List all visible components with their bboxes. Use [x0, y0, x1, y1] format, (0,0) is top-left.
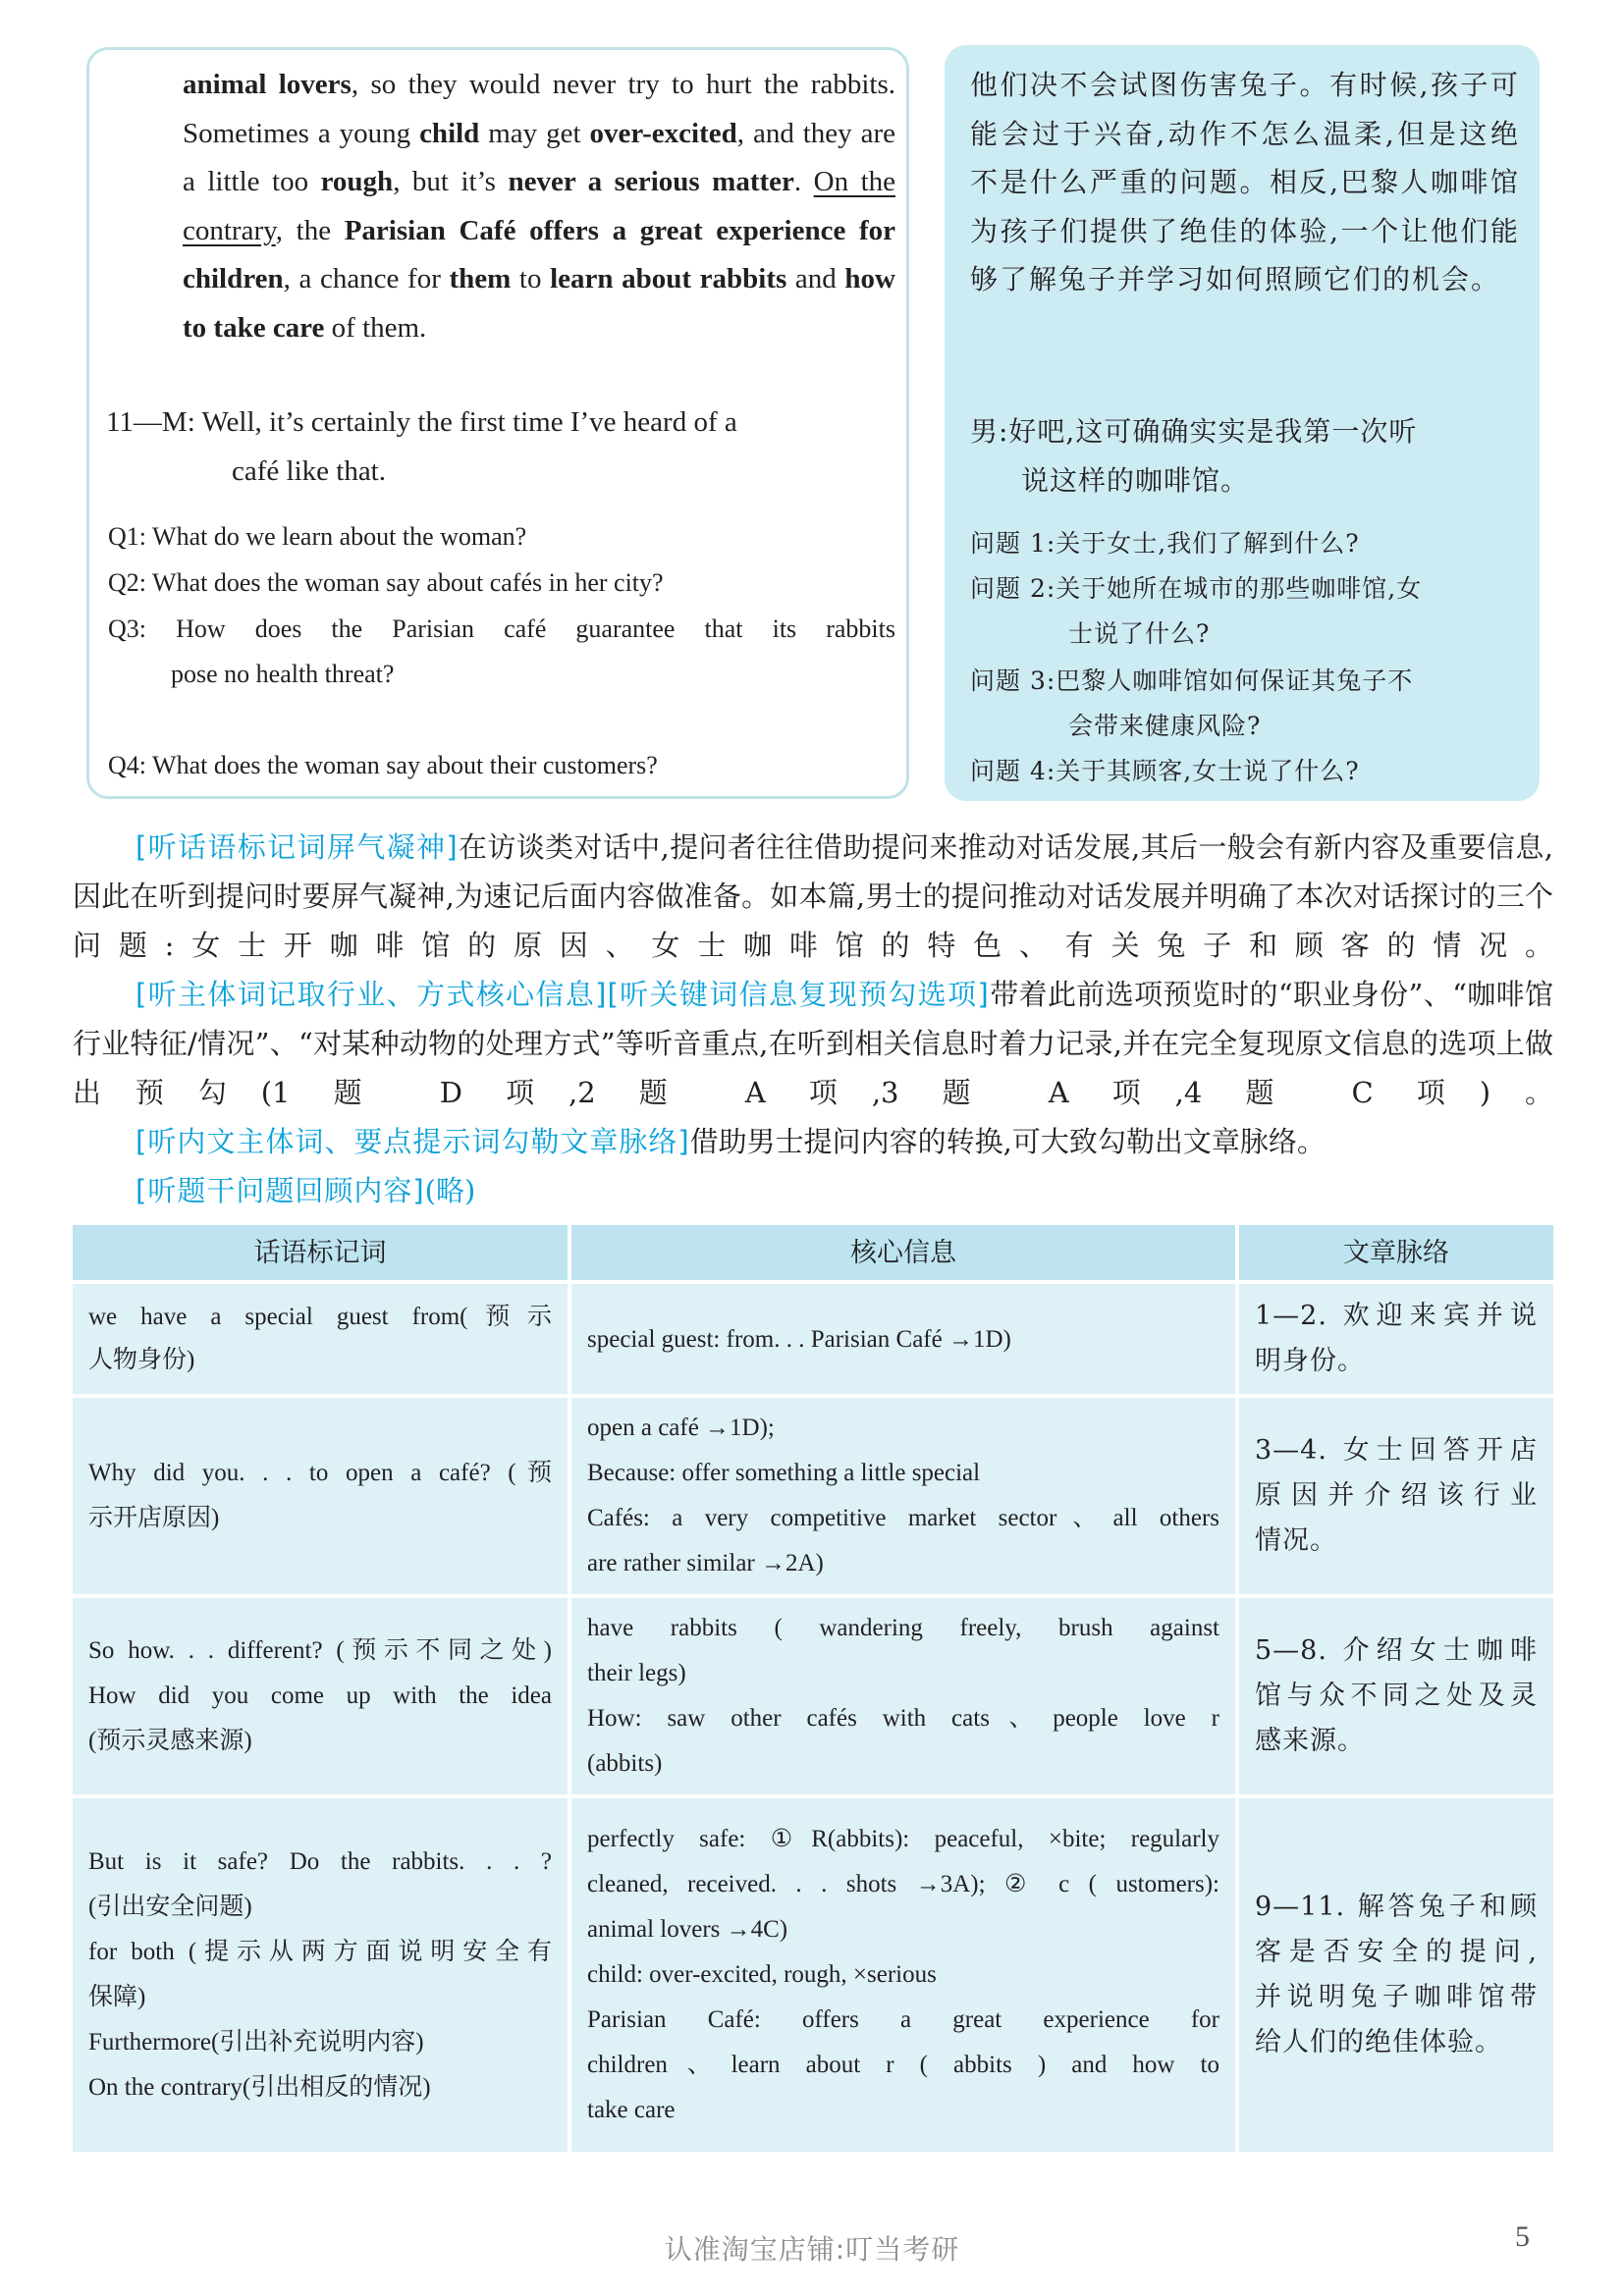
analysis-paragraph-1 [73, 823, 1553, 970]
analysis-tag-2: [听主体词记取行业、方式核心信息][听关键词信息复现预勾选项] [135, 978, 990, 1011]
table-row-2-flow-line-2: 原因并介绍该行业 [1255, 1480, 1538, 1511]
table-row-4-markers [73, 1798, 568, 2152]
question-4-en: Q4: What does the woman say about their customers? [108, 751, 658, 779]
analysis-paragraph-2 [73, 970, 1553, 1117]
dialogue-cn-turn-11-cont: 说这样的咖啡馆。 [1021, 464, 1250, 497]
table-row-4-core-line-5: Parisian Café: offers a great experience for [587, 2006, 1219, 2033]
question-3-cn: 问题 3:巴黎人咖啡馆如何保证其兔子不 [970, 667, 1414, 695]
analysis-text-4: (略) [424, 1174, 476, 1207]
table-row-3-core-line-3: How: saw other cafés with cats、people love r [587, 1705, 1219, 1732]
table-row-2-flow-line-1: 3—4. 女士回答开店 [1255, 1435, 1538, 1466]
analysis-paragraph-3 [73, 1117, 1553, 1166]
table-row-4-markers-line-1: But is it safe? Do the rabbits. . . ? [88, 1848, 552, 1875]
page-number: 5 [1515, 2220, 1530, 2253]
table-row-4-markers-line-3: for both (提示从两方面说明安全有 [88, 1939, 552, 1965]
question-2-cn: 问题 2:关于她所在城市的那些咖啡馆,女 [970, 574, 1423, 603]
table-row-2-core-line-4: are rather similar →2A) [587, 1550, 824, 1576]
table-row-3-markers-line-2: How did you come up with the idea [88, 1682, 552, 1709]
table-row-4-markers-line-4: 保障) [88, 1984, 146, 2010]
table-row-1-core-line-1: special guest: from. . . Parisian Café →1D) [587, 1325, 1011, 1353]
table-row-3-flow [1239, 1598, 1553, 1794]
analysis-tag-1: [听话语标记词屏气凝神] [135, 830, 459, 864]
table-row-4-core-line-6: children、learn about r ( abbits ) and how to [587, 2052, 1219, 2078]
table-row-2-markers-line-1: Why did you. . . to open a café? (预 [88, 1460, 552, 1486]
analysis-text-2: 带着此前选项预览时的“职业身份”、“咖啡馆行业特征/情况”、“对某种动物的处理方式”等听音重点,在听到相关信息时着力记录,并在完全复现原文信息的选项上做出预勾(1 题 D 项,2 题 A 项,3 题 A 项,4 题 C 项)。 [73, 978, 1553, 1109]
table-row-4-flow-line-4: 给人们的绝佳体验。 [1255, 2027, 1502, 2057]
table-row-4-markers-line-6: On the contrary(引出相反的情况) [88, 2074, 431, 2101]
question-1-cn: 问题 1:关于女士,我们了解到什么? [970, 529, 1360, 558]
table-row-4-core-line-2: cleaned, received. . . shots →3A); ② c ( ustomers): [587, 1871, 1219, 1897]
table-row-3-core [571, 1598, 1235, 1794]
table-row-4-core-line-4: child: over-excited, rough, ×serious [587, 1961, 937, 1988]
table-row-4-core [571, 1798, 1235, 2152]
table-row-1-flow [1239, 1284, 1553, 1394]
table-row-4-flow-line-3: 并说明兔子咖啡馆带 [1255, 1982, 1538, 2012]
question-3-en-cont: pose no health threat? [171, 660, 395, 688]
analysis-text-1: 在访谈类对话中,提问者往往借助提问来推动对话发展,其后一般会有新内容及重要信息,因此在听到提问时要屏气凝神,为速记后面内容做准备。如本篇,男士的提问推动对话发展并明确了本次对话探讨的三个问题:女士开咖啡馆的原因、女士咖啡馆的特色、有关兔子和顾客的情况。 [73, 830, 1553, 962]
dialogue-cn-turn-11: 男:好吧,这可确确实实是我第一次听 [970, 415, 1418, 448]
table-row-1-markers-line-1: we have a special guest from(预示 [88, 1304, 552, 1330]
table-row-2-core-line-1: open a café →1D); [587, 1415, 775, 1441]
table-row-4-core-line-7: take care [587, 2097, 676, 2123]
dialogue-en-paragraph: animal lovers, so they would never try to hurt the rabbits. Sometimes a young child may get over-excited, and they are a little too rough, but it’s never a serious matter. On the contrary, the Parisian Café offers a great experience for children, a chance for them to learn about rabbits and how to take care of them. [183, 69, 896, 344]
table-row-2-markers-line-2: 示开店原因) [88, 1505, 220, 1531]
table-header-markers: 话语标记词 [73, 1225, 568, 1280]
table-row-2-core-line-3: Cafés: a very competitive market sector、all others [587, 1505, 1219, 1531]
table-row-3-markers-line-3: (预示灵感来源) [88, 1728, 252, 1754]
question-4-cn: 问题 4:关于其顾客,女士说了什么? [970, 757, 1360, 785]
table-row-2-flow-line-3: 情况。 [1255, 1525, 1337, 1556]
question-1-en: Q1: What do we learn about the woman? [108, 522, 527, 551]
table-row-4-flow-line-2: 客是否安全的提问, [1255, 1937, 1538, 1967]
dialogue-en-turn-11: 11—M: Well, it’s certainly the first time I’ve heard of a [106, 406, 737, 438]
table-row-3-core-line-2: their legs) [587, 1660, 686, 1686]
table-row-3-markers-line-1: So how. . . different? (预示不同之处) [88, 1637, 552, 1664]
table-row-4-markers-line-5: Furthermore(引出补充说明内容) [88, 2029, 424, 2056]
table-row-1-markers-line-2: 人物身份) [88, 1347, 195, 1373]
table-row-1-core [571, 1284, 1235, 1394]
table-row-3-core-line-1: have rabbits ( wandering freely, brush against [587, 1615, 1219, 1641]
question-2-cn-cont: 士说了什么? [1068, 619, 1211, 648]
table-row-3-core-line-4: (abbits) [587, 1750, 663, 1777]
table-row-3-flow-line-2: 馆与众不同之处及灵 [1255, 1681, 1538, 1711]
analysis-text-3: 借助男士提问内容的转换,可大致勾勒出文章脉络。 [689, 1125, 1326, 1158]
table-row-3-markers [73, 1598, 568, 1794]
table-row-4-flow [1239, 1798, 1553, 2152]
table-row-1-flow-line-2: 明身份。 [1255, 1346, 1365, 1376]
table-row-2-core [571, 1398, 1235, 1594]
dialogue-en-turn-11-cont: café like that. [232, 455, 386, 487]
analysis-paragraph-4 [73, 1166, 1553, 1215]
table-row-1-markers [73, 1284, 568, 1394]
table-row-1-flow-line-1: 1—2. 欢迎来宾并说 [1255, 1301, 1538, 1331]
question-2-en: Q2: What does the woman say about cafés in her city? [108, 568, 664, 597]
table-row-3-flow-line-3: 感来源。 [1255, 1726, 1365, 1756]
table-row-4-core-line-3: animal lovers →4C) [587, 1916, 788, 1943]
table-row-4-markers-line-2: (引出安全问题) [88, 1894, 252, 1920]
table-row-3-flow-line-1: 5—8. 介绍女士咖啡 [1255, 1635, 1538, 1666]
analysis-tag-3: [听内文主体词、要点提示词勾勒文章脉络] [135, 1125, 690, 1158]
table-row-2-core-line-2: Because: offer something a little special [587, 1460, 981, 1486]
dialogue-cn-paragraph: 他们决不会试图伤害兔子。有时候,孩子可能会过于兴奋,动作不怎么温柔,但是这绝不是什么严重的问题。相反,巴黎人咖啡馆为孩子们提供了绝佳的体验,一个让他们能够了解兔子并学习如何照顾它们的机会。 [970, 69, 1520, 295]
table-header-flow: 文章脉络 [1239, 1225, 1553, 1280]
analysis-tag-4: [听题干问题回顾内容] [135, 1174, 425, 1207]
table-row-2-flow [1239, 1398, 1553, 1594]
table-row-2-markers [73, 1398, 568, 1594]
question-3-cn-cont: 会带来健康风险? [1068, 712, 1262, 740]
table-row-4-flow-line-1: 9—11. 解答兔子和顾 [1255, 1892, 1538, 1922]
question-3-en: Q3: How does the Parisian café guarantee that its rabbits [108, 614, 895, 643]
footer-shop-text: 认准淘宝店铺:叮当考研 [664, 2233, 960, 2266]
table-header-core: 核心信息 [571, 1225, 1235, 1280]
table-row-4-core-line-1: perfectly safe: ①R(abbits): peaceful, ×bite; regularly [587, 1826, 1219, 1852]
